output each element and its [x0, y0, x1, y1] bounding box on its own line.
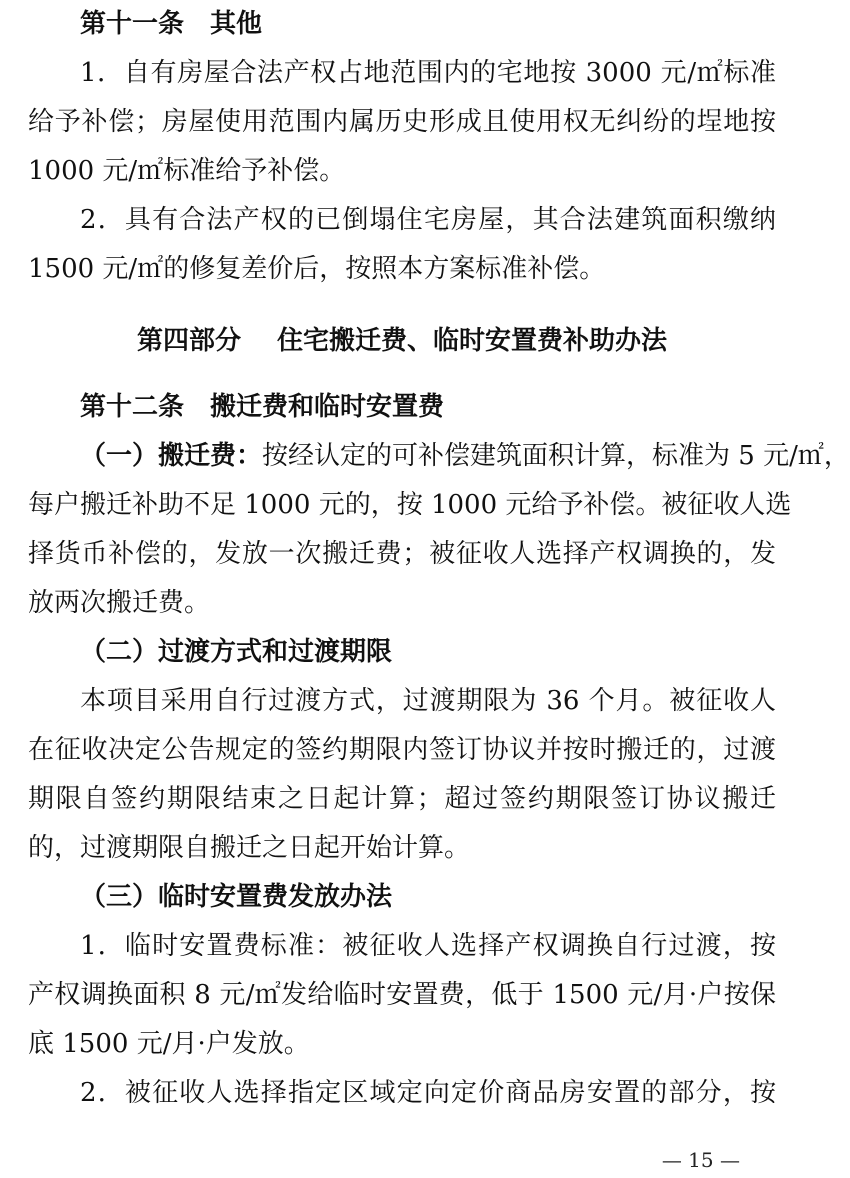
- article-11-title: 其他: [210, 9, 263, 39]
- paragraph-line: 2．具有合法产权的已倒塌住宅房屋，其合法建筑面积缴纳: [80, 205, 776, 235]
- paragraph-line: 每户搬迁补助不足 1000 元的，按 1000 元给予补偿。被征收人选: [28, 490, 792, 520]
- paragraph-line: 期限自签约期限结束之日起计算；超过签约期限签订协议搬迁: [28, 784, 776, 814]
- part-4-heading: [28, 314, 776, 369]
- section-1-first-line: [28, 432, 850, 481]
- article-12-title: 搬迁费和临时安置费: [210, 392, 445, 422]
- section-3-heading: （三）临时安置费发放办法: [80, 882, 393, 912]
- paragraph-line: 本项目采用自行过渡方式，过渡期限为 36 个月。被征收人: [80, 686, 776, 716]
- part-4-number: 第四部分: [136, 326, 241, 356]
- article-11-number: 第十一条: [80, 9, 185, 39]
- article-12-heading: [28, 383, 776, 432]
- part-4-title: 住宅搬迁费、临时安置费补助办法: [277, 326, 668, 356]
- article-12-number: 第十二条: [80, 392, 185, 422]
- article-11-heading: [28, 0, 776, 49]
- paragraph-line: 产权调换面积 8 元/㎡发给临时安置费，低于 1500 元/月·户按保: [28, 980, 776, 1010]
- section-1-label: （一）搬迁费：: [80, 441, 263, 471]
- paragraph-line: 在征收决定公告规定的签约期限内签订协议并按时搬迁的，过渡: [28, 735, 776, 765]
- page-number: — 15 —: [661, 1148, 740, 1172]
- paragraph-line: 底 1500 元/月·户发放。: [28, 1029, 310, 1059]
- paragraph-line: 2．被征收人选择指定区域定向定价商品房安置的部分，按: [80, 1078, 776, 1108]
- paragraph-line: 放两次搬迁费。: [28, 588, 211, 618]
- paragraph-line: 的，过渡期限自搬迁之日起开始计算。: [28, 833, 471, 863]
- section-2-heading: （二）过渡方式和过渡期限: [80, 637, 393, 667]
- section-1-text: 按经认定的可补偿建筑面积计算，标准为 5 元/㎡，: [262, 441, 850, 471]
- document-body: [28, 0, 850, 1118]
- paragraph-line: 1000 元/㎡标准给予补偿。: [28, 156, 346, 186]
- paragraph-line: 择货币补偿的，发放一次搬迁费；被征收人选择产权调换的，发: [28, 539, 776, 569]
- paragraph-line: 1．临时安置费标准：被征收人选择产权调换自行过渡，按: [80, 931, 776, 961]
- paragraph-line: 给予补偿；房屋使用范围内属历史形成且使用权无纠纷的埕地按: [28, 107, 776, 137]
- paragraph-line: 1．自有房屋合法产权占地范围内的宅地按 3000 元/㎡标准: [80, 58, 776, 88]
- paragraph-line: 1500 元/㎡的修复差价后，按照本方案标准补偿。: [28, 254, 606, 284]
